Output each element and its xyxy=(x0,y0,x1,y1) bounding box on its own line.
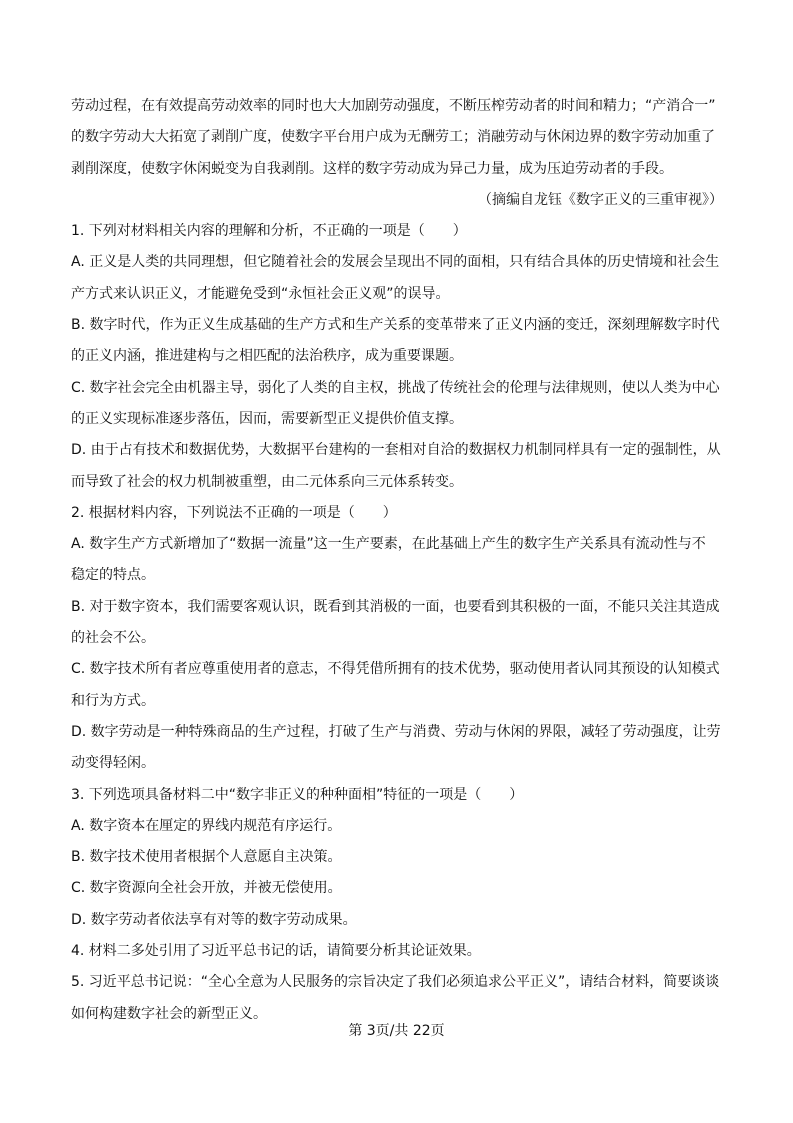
paragraph-line: 的数字劳动大大拓宽了剥削广度，使数字平台用户成为无酬劳工；消融劳动与休闲边界的数字劳动加重了 xyxy=(71,129,715,146)
source-citation: （摘编自龙钰《数字正义的三重审视》） xyxy=(478,191,723,208)
question-2-option-b: B. 对于数字资本，我们需要客观认识，既看到其消极的一面，也要看到其积极的一面，不能只关注其造成 xyxy=(71,598,720,615)
question-2-stem: 2. 根据材料内容，下列说法不正确的一项是（ ） xyxy=(71,504,397,521)
question-1-option-d: D. 由于占有技术和数据优势，大数据平台建构的一套相对自洽的数据权力机制同样具有一定的强制性，从 xyxy=(71,442,721,459)
question-3-option-c: C. 数字资源向全社会开放，并被无偿使用。 xyxy=(71,880,342,897)
page-number-footer: 第 3页/共 22页 xyxy=(348,1023,445,1039)
question-3-option-a: A. 数字资本在厘定的界线内规范有序运行。 xyxy=(71,817,342,834)
question-5-cont: 如何构建数字社会的新型正义。 xyxy=(71,1005,267,1022)
question-2-option-c-cont: 和行为方式。 xyxy=(71,692,155,709)
question-2-option-b-cont: 的社会不公。 xyxy=(71,630,155,647)
question-1-option-b-cont: 的正义内涵，推进建构与之相匹配的法治秩序，成为重要课题。 xyxy=(71,348,463,365)
question-1-option-d-cont: 而导致了社会的权力机制被重塑，由二元体系向三元体系转变。 xyxy=(71,473,463,490)
question-2-option-a: A. 数字生产方式新增加了“数据一流量”这一生产要素，在此基础上产生的数字生产关系具有流动性与不 xyxy=(71,536,706,553)
question-2-option-a-cont: 稳定的特点。 xyxy=(71,567,155,584)
question-4: 4. 材料二多处引用了习近平总书记的话，请简要分析其论证效果。 xyxy=(71,943,481,960)
question-2-option-c: C. 数字技术所有者应尊重使用者的意志，不得凭借所拥有的技术优势，驱动使用者认同其预设的认知模式 xyxy=(71,661,720,678)
question-1-stem: 1. 下列对材料相关内容的理解和分析，不正确的一项是（ ） xyxy=(71,223,467,240)
paragraph-line: 劳动过程，在有效提高劳动效率的同时也大大加剧劳动强度，不断压榨劳动者的时间和精力；“产消合一” xyxy=(71,98,716,114)
question-5: 5. 习近平总书记说：“全心全意为人民服务的宗旨决定了我们必须追求公平正义”，请结合材料，简要谈谈 xyxy=(71,974,720,991)
question-2-option-d-cont: 动变得轻闲。 xyxy=(71,755,155,772)
question-1-option-a: A. 正义是人类的共同理想，但它随着社会的发展会呈现出不同的面相，只有结合具体的历史情境和社会生 xyxy=(71,254,720,271)
question-2-option-d: D. 数字劳动是一种特殊商品的生产过程，打破了生产与消费、劳动与休闲的界限，减轻了劳动强度，让劳 xyxy=(71,723,721,740)
question-3-option-b: B. 数字技术使用者根据个人意愿自主决策。 xyxy=(71,849,342,866)
paragraph-line: 剥削深度，使数字休闲蜕变为自我剥削。这样的数字劳动成为异己力量，成为压迫劳动者的手段。 xyxy=(71,160,673,177)
question-1-option-a-cont: 产方式来认识正义，才能避免受到“永恒社会正义观”的误导。 xyxy=(71,285,450,302)
question-1-option-c-cont: 的正义实现标准逐步落伍，因而，需要新型正义提供价值支撑。 xyxy=(71,410,463,427)
question-3-option-d: D. 数字劳动者依法享有对等的数字劳动成果。 xyxy=(71,911,357,928)
question-1-option-c: C. 数字社会完全由机器主导，弱化了人类的自主权，挑战了传统社会的伦理与法律规则，使以人类为中心 xyxy=(71,379,720,396)
page-content xyxy=(71,91,723,1030)
question-3-stem: 3. 下列选项具备材料二中“数字非正义的种种面相”特征的一项是（ ） xyxy=(71,786,524,803)
question-1-option-b: B. 数字时代，作为正义生成基础的生产方式和生产关系的变革带来了正义内涵的变迁，深刻理解数字时代 xyxy=(71,317,720,334)
